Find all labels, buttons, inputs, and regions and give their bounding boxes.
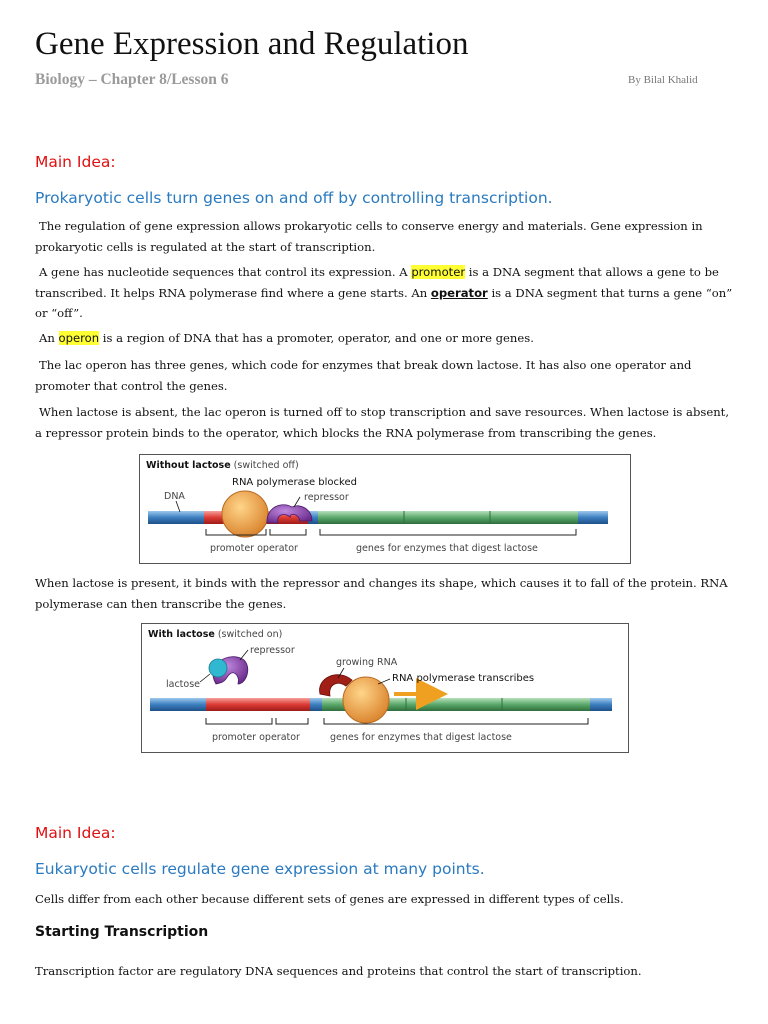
main-idea-label-2: Main Idea:: [35, 824, 116, 842]
label-lactose: lactose: [166, 679, 201, 690]
section-heading-eukaryotic: Eukaryotic cells regulate gene expression at many points.: [35, 860, 485, 878]
operon-term: operon: [58, 331, 100, 345]
paragraph-lactose-present: When lactose is present, it binds with the repressor and changes its shape, which causes it to fall of the protein. RNA polymerase can then transcribe the genes.: [35, 576, 728, 611]
paragraph-lactose-absent: When lactose is absent, the lac operon is turned off to stop transcription and save resources. When lactose is absent, a repressor protein binds to the operator, which blocks the RNA polymerase from transcribing the genes.: [35, 405, 730, 440]
label-promoter-operator: promoter operator: [212, 732, 300, 743]
paragraph-promoter-operator: [35, 262, 735, 324]
label-polymerase-blocked: RNA polymerase blocked: [232, 477, 357, 488]
figure1-title: Without lactose (switched off): [146, 460, 299, 471]
label-repressor: repressor: [304, 492, 349, 503]
dna-segment-right: [590, 698, 612, 711]
paragraph-text: is a region of DNA that has a promoter, operator, and one or more genes.: [99, 331, 534, 345]
label-promoter-operator: promoter operator: [210, 543, 298, 554]
paragraph-text: is a DNA segment that allows a gene to be transcribed. It helps RNA polymerase find where a gene starts. An: [35, 265, 719, 300]
dna-spacer: [310, 698, 322, 711]
promoter-term: promoter: [411, 265, 466, 279]
operator-term: operator: [430, 285, 488, 300]
author-byline: By Bilal Khalid: [628, 74, 698, 86]
rna-polymerase-shape: [343, 677, 389, 723]
main-idea-label-1: Main Idea:: [35, 153, 116, 171]
paragraph-regulation: The regulation of gene expression allows prokaryotic cells to conserve energy and materials. Gene expression in prokaryotic cells is regulated at the start of transcription.: [35, 219, 703, 254]
paragraph-cells-differ: Cells differ from each other because different sets of genes are expressed in different types of cells.: [35, 892, 624, 906]
subheading-starting-transcription: Starting Transcription: [35, 924, 209, 940]
paragraph-lac-operon: The lac operon has three genes, which code for enzymes that break down lactose. It has also one operator and promoter that control the genes.: [35, 358, 692, 393]
chapter-subtitle: Biology – Chapter 8/Lesson 6: [35, 71, 229, 88]
paragraph-text: is a DNA segment that turns a gene “on” or “off”.: [35, 285, 733, 320]
figure-with-lactose: [141, 623, 629, 753]
label-genes: genes for enzymes that digest lactose: [356, 543, 538, 554]
label-growing-rna: growing RNA: [336, 657, 398, 668]
genes-segment: [318, 511, 578, 524]
paragraph-text: An: [39, 331, 59, 345]
paragraph-operon: [35, 328, 735, 349]
figure2-title: With lactose (switched on): [148, 629, 283, 640]
label-genes: genes for enzymes that digest lactose: [330, 732, 512, 743]
label-polymerase-transcribes: RNA polymerase transcribes: [392, 673, 535, 684]
lactose-shape: [209, 659, 227, 677]
section-heading-prokaryotic: Prokaryotic cells turn genes on and off by controlling transcription.: [35, 189, 553, 207]
rna-polymerase-shape: [222, 491, 268, 537]
operon-diagram-off: [140, 455, 630, 563]
label-repressor: repressor: [250, 645, 295, 656]
dna-segment-right: [578, 511, 608, 524]
dna-segment-left: [148, 511, 208, 524]
label-dna: DNA: [164, 491, 185, 502]
paragraph-text: A gene has nucleotide sequences that control its expression. A: [39, 265, 412, 279]
figure-without-lactose: [139, 454, 631, 564]
operon-diagram-on: [142, 624, 628, 752]
page-title: Gene Expression and Regulation: [35, 26, 469, 62]
promoter-operator-segment: [206, 698, 310, 711]
paragraph-transcription-factor: Transcription factor are regulatory DNA sequences and proteins that control the start of transcription.: [35, 964, 642, 978]
dna-segment-left: [150, 698, 206, 711]
